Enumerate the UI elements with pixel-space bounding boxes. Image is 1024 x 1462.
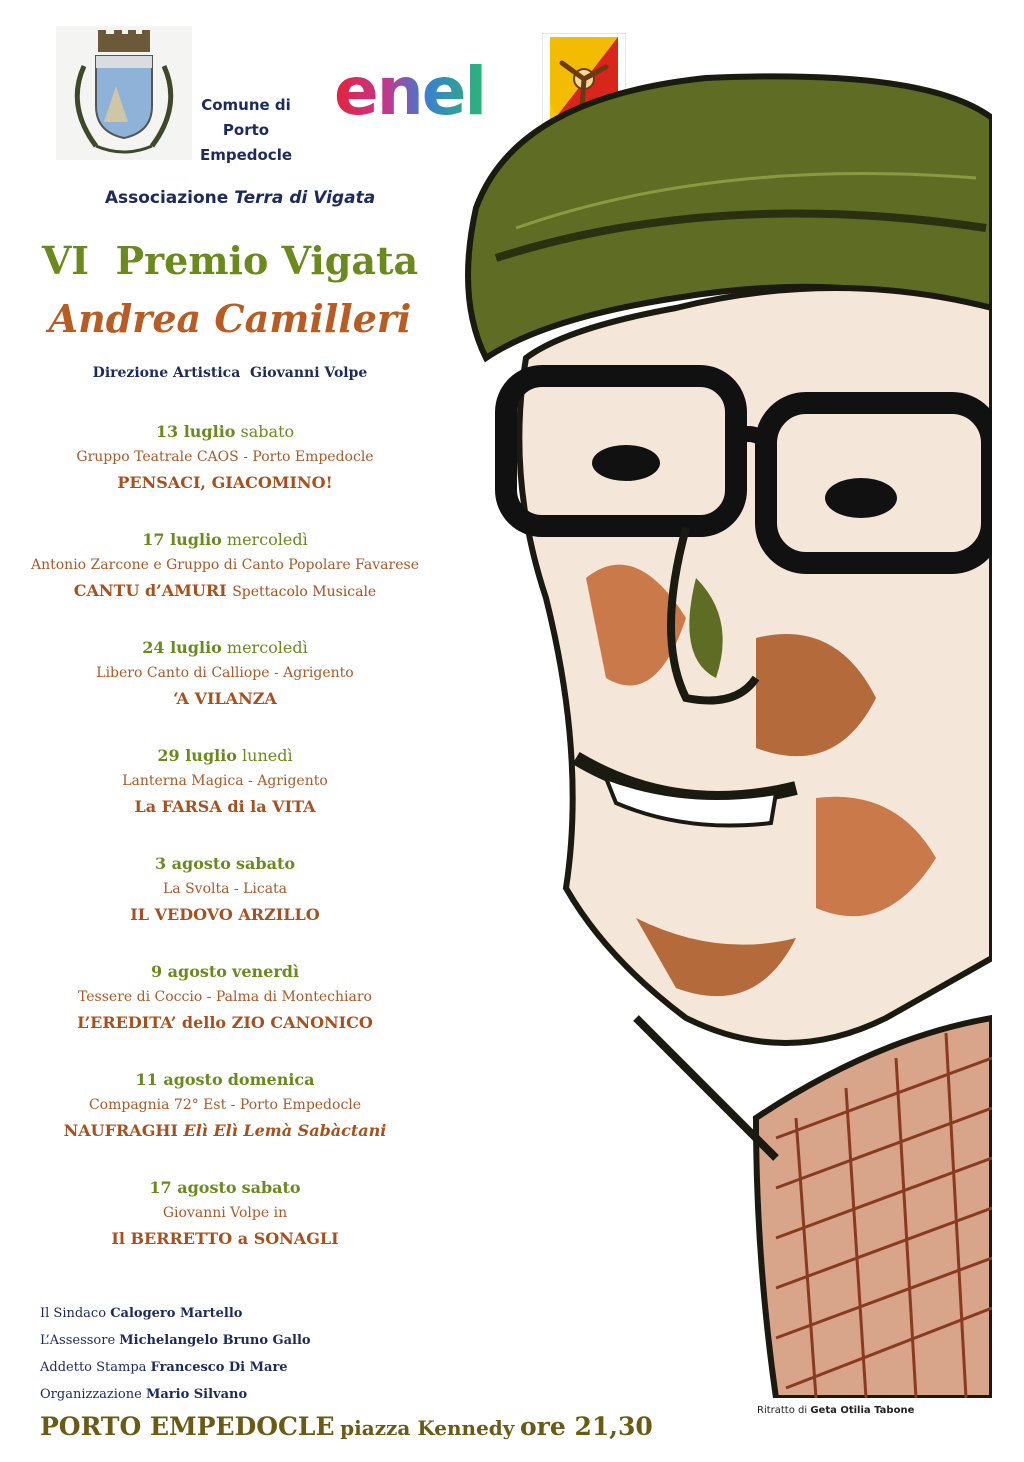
camilleri-portrait-illustration <box>456 58 992 1398</box>
premio-subtitle: Andrea Camilleri <box>48 296 412 341</box>
credit-name: Francesco Di Mare <box>150 1360 288 1375</box>
event-date: 13 luglio <box>155 422 236 441</box>
event-date-line <box>30 528 420 552</box>
event-day: venerdì <box>232 962 300 981</box>
event-date-line <box>30 1176 420 1200</box>
ritratto-credit <box>757 1405 957 1416</box>
event-item <box>30 744 420 852</box>
event-day: domenica <box>227 1070 315 1089</box>
event-company: Antonio Zarcone e Gruppo di Canto Popolare Favarese <box>31 557 419 573</box>
event-date: 29 luglio <box>157 746 237 765</box>
credit-role: Organizzazione <box>40 1387 142 1402</box>
event-day: sabato <box>240 422 295 441</box>
event-date-line <box>30 852 420 876</box>
events-program <box>30 420 420 1284</box>
event-date: 24 luglio <box>142 638 222 657</box>
event-day: sabato <box>241 1178 301 1197</box>
svg-text:enel: enel <box>334 53 486 128</box>
associazione-name: Terra di Vigata <box>234 188 376 208</box>
credit-line <box>40 1354 370 1381</box>
event-date-line <box>30 744 420 768</box>
associazione-prefix: Associazione <box>104 188 229 208</box>
event-date-line <box>30 420 420 444</box>
event-item <box>30 1068 420 1176</box>
event-subtitle: Spettacolo Musicale <box>232 584 377 600</box>
credits-block <box>40 1300 370 1408</box>
event-subtitle: Elì Elì Lemà Sabàctani <box>183 1121 387 1140</box>
footer-time: ore 21,30 <box>520 1412 653 1441</box>
associazione-line <box>40 188 440 208</box>
event-item <box>30 420 420 528</box>
credit-name: Mario Silvano <box>145 1387 248 1402</box>
ritratto-author: Geta Otilia Tabone <box>810 1405 915 1416</box>
credit-role: L’Assessore <box>40 1333 116 1348</box>
ritratto-prefix: Ritratto di <box>757 1405 808 1416</box>
event-day: mercoledì <box>226 638 308 657</box>
event-date: 11 agosto <box>135 1070 223 1089</box>
footer-venue-line <box>40 1412 653 1441</box>
credit-name: Michelangelo Bruno Gallo <box>119 1333 311 1348</box>
event-title: ‘A VILANZA <box>173 689 277 708</box>
comune-crest-logo <box>56 26 192 160</box>
event-company: Giovanni Volpe in <box>162 1205 288 1221</box>
credit-line <box>40 1300 370 1327</box>
event-date-line <box>30 636 420 660</box>
event-title: Il BERRETTO a SONAGLI <box>111 1229 339 1248</box>
event-title: IL VEDOVO ARZILLO <box>130 905 320 924</box>
footer-place: PORTO EMPEDOCLE <box>40 1412 335 1441</box>
event-title: L’EREDITA’ dello ZIO CANONICO <box>77 1013 373 1032</box>
footer-venue: piazza Kennedy <box>340 1416 515 1440</box>
event-company: Gruppo Teatrale CAOS - Porto Empedocle <box>76 449 374 465</box>
event-title-line <box>30 1118 420 1144</box>
event-item <box>30 960 420 1068</box>
premio-title: VI Premio Vigata <box>41 238 419 283</box>
credit-line <box>40 1381 370 1408</box>
event-item <box>30 852 420 960</box>
event-company: La Svolta - Licata <box>162 881 288 897</box>
event-date-line <box>30 1068 420 1092</box>
event-company: Tessere di Coccio - Palma di Montechiaro <box>78 989 372 1005</box>
event-item <box>30 636 420 744</box>
event-title: CANTU d’AMURI <box>73 581 227 600</box>
comune-line-1: Comune di <box>201 96 291 114</box>
event-company: Compagnia 72° Est - Porto Empedocle <box>88 1097 362 1113</box>
event-day: lunedì <box>242 746 293 765</box>
event-company: Libero Canto di Calliope - Agrigento <box>96 665 354 681</box>
event-date: 17 luglio <box>142 530 222 549</box>
event-item <box>30 1176 420 1284</box>
event-title: PENSACI, GIACOMINO! <box>117 473 333 492</box>
direzione-artistica: Direzione Artistica Giovanni Volpe <box>92 365 368 381</box>
event-date: 9 agosto <box>150 962 227 981</box>
event-day: sabato <box>236 854 296 873</box>
event-item <box>30 528 420 636</box>
event-title: La FARSA di la VITA <box>134 797 316 816</box>
comune-label <box>176 93 316 168</box>
event-date: 17 agosto <box>149 1178 237 1197</box>
event-title: NAUFRAGHI <box>63 1121 178 1140</box>
comune-line-2: Porto Empedocle <box>199 121 293 164</box>
credit-role: Il Sindaco <box>40 1306 107 1321</box>
credit-line <box>40 1327 370 1354</box>
credit-name: Calogero Martello <box>110 1306 243 1321</box>
credit-role: Addetto Stampa <box>40 1360 147 1375</box>
event-title-line <box>30 578 420 605</box>
event-date-line <box>30 960 420 984</box>
event-company: Lanterna Magica - Agrigento <box>122 773 328 789</box>
event-date: 3 agosto <box>154 854 231 873</box>
event-day: mercoledì <box>226 530 308 549</box>
